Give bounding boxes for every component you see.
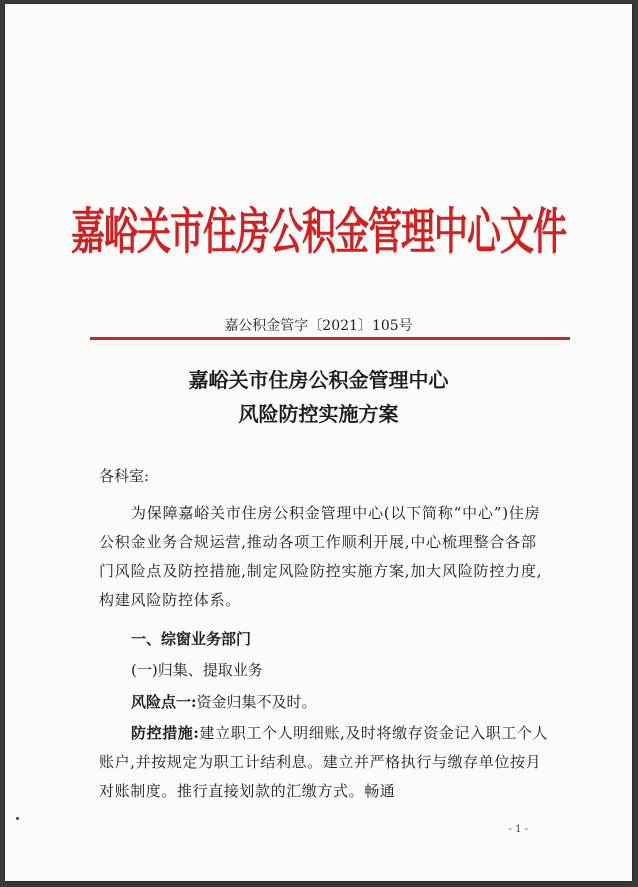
subsection-heading: (一)归集、提取业务 [131, 661, 263, 679]
control-measures-label: 防控措施: [131, 724, 200, 742]
org-header-title: 嘉峪关市住房公积金管理中心文件 [71, 203, 566, 262]
scan-speck [16, 817, 19, 820]
page-number: - 1 - [508, 824, 528, 835]
control-measures-text: 建立职工个人明细账,及时将缴存资金记入职工个人账户,并按规定为职工计结利息。建立并严格执行与缴存单位按月对账制度。推行直接划款的汇缴方式。畅通 [99, 724, 549, 800]
intro-paragraph: 为保障嘉峪关市住房公积金管理中心(以下简称“中心”)住房公积金业务合规运营,推动各项工作顺利开展,中心梳理整合各部门风险点及防控措施,制定风险防控实施方案,加大风险防控力度,构建风险防控体系。 [99, 504, 543, 609]
risk-point-text: 资金归集不及时。 [196, 693, 317, 711]
risk-point-paragraph [99, 688, 551, 717]
red-divider-line [90, 337, 570, 340]
control-measures-paragraph [99, 719, 551, 806]
document-number: 嘉公积金管字〔2021〕105号 [224, 318, 413, 334]
document-title-line-2: 风险防控实施方案 [238, 402, 399, 426]
document-page [5, 4, 632, 881]
risk-point-label: 风险点一: [131, 693, 197, 711]
salutation: 各科室: [99, 467, 150, 485]
document-title-line-1: 嘉峪关市住房公积金管理中心 [188, 368, 449, 392]
section-heading: 一、综窗业务部门 [131, 630, 252, 648]
